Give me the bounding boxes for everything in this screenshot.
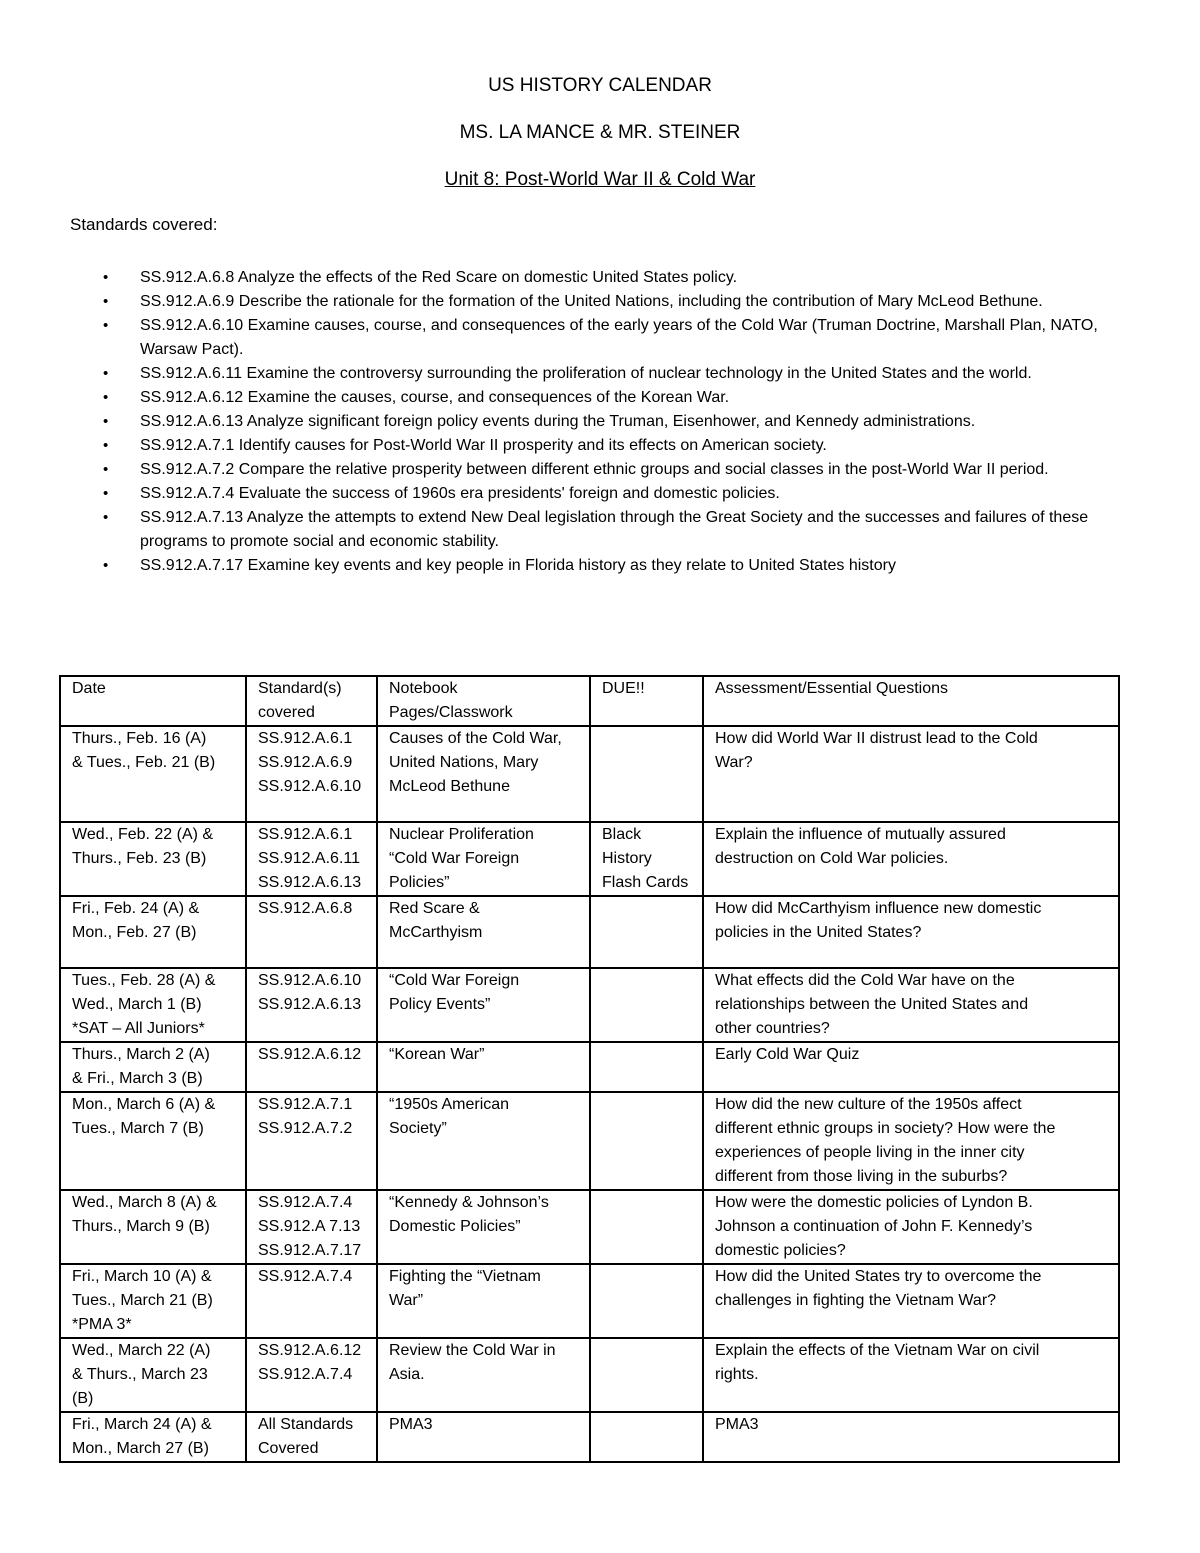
- table-row: [60, 822, 1119, 896]
- header-standards: Standard(s) covered: [246, 676, 377, 726]
- cell-classwork: Review the Cold War in Asia.: [377, 1338, 590, 1412]
- standard-item: [70, 266, 1130, 290]
- standard-item: [70, 458, 1130, 482]
- cell-due: [590, 1042, 703, 1092]
- header-date: Date: [60, 676, 246, 726]
- table-row: [60, 1338, 1119, 1412]
- table-row: [60, 1264, 1119, 1338]
- table-header-row: [60, 676, 1119, 726]
- cell-classwork: “Kennedy & Johnson’s Domestic Policies”: [377, 1190, 590, 1264]
- cell-question: What effects did the Cold War have on the relationships between the United States and other countries?: [703, 968, 1119, 1042]
- cell-date: Tues., Feb. 28 (A) & Wed., March 1 (B) *SAT – All Juniors*: [60, 968, 246, 1042]
- bullet-icon: •: [103, 365, 109, 382]
- cell-classwork: Red Scare & McCarthyism: [377, 896, 590, 968]
- cell-standards: SS.912.A.6.1 SS.912.A.6.9 SS.912.A.6.10: [246, 726, 377, 822]
- cell-due: [590, 1338, 703, 1412]
- cell-question: PMA3: [703, 1412, 1119, 1462]
- cell-question: How were the domestic policies of Lyndon B. Johnson a continuation of John F. Kennedy’s domestic policies?: [703, 1190, 1119, 1264]
- bullet-icon: •: [103, 509, 109, 526]
- cell-question: How did McCarthyism influence new domestic policies in the United States?: [703, 896, 1119, 968]
- cell-classwork: “Cold War Foreign Policy Events”: [377, 968, 590, 1042]
- cell-question: How did the new culture of the 1950s affect different ethnic groups in society? How were the experiences of people living in the inner city different from those living in the suburbs?: [703, 1092, 1119, 1190]
- cell-standards: SS.912.A.6.8: [246, 896, 377, 968]
- standard-item: [70, 314, 1130, 362]
- standard-text: SS.912.A.7.13 Analyze the attempts to extend New Deal legislation through the Great Society and the successes and failures of these programs to promote social and economic stability.: [140, 509, 1089, 550]
- standards-list: [70, 266, 1130, 578]
- cell-due: [590, 968, 703, 1042]
- cell-due: [590, 1412, 703, 1462]
- table-row: [60, 896, 1119, 968]
- standard-item: [70, 554, 1130, 578]
- bullet-icon: •: [103, 413, 109, 430]
- cell-date: Mon., March 6 (A) & Tues., March 7 (B): [60, 1092, 246, 1190]
- standard-text: SS.912.A.6.13 Analyze significant foreign policy events during the Truman, Eisenhower, and Kennedy administrations.: [140, 413, 976, 430]
- cell-question: Explain the influence of mutually assured destruction on Cold War policies.: [703, 822, 1119, 896]
- table-row: [60, 968, 1119, 1042]
- cell-question: Early Cold War Quiz: [703, 1042, 1119, 1092]
- unit-title: Unit 8: Post-World War II & Cold War: [444, 169, 756, 190]
- cell-question: How did World War II distrust lead to the Cold War?: [703, 726, 1119, 822]
- cell-classwork: “1950s American Society”: [377, 1092, 590, 1190]
- table-row: [60, 1412, 1119, 1462]
- cell-standards: SS.912.A.7.4: [246, 1264, 377, 1338]
- bullet-icon: •: [103, 293, 109, 310]
- standard-text: SS.912.A.6.12 Examine the causes, course, and consequences of the Korean War.: [140, 389, 730, 406]
- table-row: [60, 1190, 1119, 1264]
- standard-item: [70, 506, 1130, 554]
- cell-question: Explain the effects of the Vietnam War on civil rights.: [703, 1338, 1119, 1412]
- table-row: [60, 1042, 1119, 1092]
- cell-classwork: Causes of the Cold War, United Nations, Mary McLeod Bethune: [377, 726, 590, 822]
- standard-text: SS.912.A.6.8 Analyze the effects of the Red Scare on domestic United States policy.: [140, 269, 738, 286]
- cell-standards: SS.912.A.6.12: [246, 1042, 377, 1092]
- cell-due: [590, 726, 703, 822]
- cell-date: Thurs., March 2 (A) & Fri., March 3 (B): [60, 1042, 246, 1092]
- standard-item: [70, 410, 1130, 434]
- calendar-table: [59, 675, 1120, 1463]
- cell-standards: All Standards Covered: [246, 1412, 377, 1462]
- cell-due: [590, 1092, 703, 1190]
- standard-item: [70, 482, 1130, 506]
- standard-item: [70, 362, 1130, 386]
- bullet-icon: •: [103, 437, 109, 454]
- header-due: DUE!!: [590, 676, 703, 726]
- standard-text: SS.912.A.6.9 Describe the rationale for the formation of the United Nations, including the contribution of Mary McLeod Bethune.: [140, 293, 1043, 310]
- teachers-line: MS. LA MANCE & MR. STEINER: [459, 122, 741, 143]
- cell-classwork: Fighting the “Vietnam War”: [377, 1264, 590, 1338]
- bullet-icon: •: [103, 269, 109, 286]
- standard-item: [70, 290, 1130, 314]
- cell-classwork: Nuclear Proliferation “Cold War Foreign Policies”: [377, 822, 590, 896]
- standard-text: SS.912.A.6.11 Examine the controversy surrounding the proliferation of nuclear technology in the United States and the world.: [140, 365, 1032, 382]
- cell-question: How did the United States try to overcome the challenges in fighting the Vietnam War?: [703, 1264, 1119, 1338]
- standard-text: SS.912.A.7.4 Evaluate the success of 1960s era presidents' foreign and domestic policies.: [140, 485, 780, 502]
- cell-date: Wed., March 8 (A) & Thurs., March 9 (B): [60, 1190, 246, 1264]
- cell-standards: SS.912.A.6.1 SS.912.A.6.11 SS.912.A.6.13: [246, 822, 377, 896]
- bullet-icon: •: [103, 461, 109, 478]
- cell-due: [590, 896, 703, 968]
- cell-standards: SS.912.A.7.1 SS.912.A.7.2: [246, 1092, 377, 1190]
- document-title: US HISTORY CALENDAR: [488, 75, 712, 96]
- standard-text: SS.912.A.6.10 Examine causes, course, and consequences of the early years of the Cold War (Truman Doctrine, Marshall Plan, NATO, Warsaw Pact).: [140, 317, 1098, 358]
- bullet-icon: •: [103, 317, 109, 334]
- table-row: [60, 726, 1119, 822]
- standard-text: SS.912.A.7.2 Compare the relative prosperity between different ethnic groups and social classes in the post-World War II period.: [140, 461, 1049, 478]
- bullet-icon: •: [103, 485, 109, 502]
- bullet-icon: •: [103, 389, 109, 406]
- cell-standards: SS.912.A.6.10 SS.912.A.6.13: [246, 968, 377, 1042]
- cell-date: Wed., March 22 (A) & Thurs., March 23 (B): [60, 1338, 246, 1412]
- cell-classwork: “Korean War”: [377, 1042, 590, 1092]
- table-row: [60, 1092, 1119, 1190]
- calendar-body: [60, 726, 1119, 1462]
- header-classwork: Notebook Pages/Classwork: [377, 676, 590, 726]
- cell-date: Wed., Feb. 22 (A) & Thurs., Feb. 23 (B): [60, 822, 246, 896]
- header-question: Assessment/Essential Questions: [703, 676, 1119, 726]
- cell-classwork: PMA3: [377, 1412, 590, 1462]
- standard-text: SS.912.A.7.17 Examine key events and key people in Florida history as they relate to United States history: [140, 557, 896, 574]
- cell-standards: SS.912.A.7.4 SS.912.A 7.13 SS.912.A.7.17: [246, 1190, 377, 1264]
- cell-due: Black History Flash Cards: [590, 822, 703, 896]
- bullet-icon: •: [103, 557, 109, 574]
- cell-date: Thurs., Feb. 16 (A) & Tues., Feb. 21 (B): [60, 726, 246, 822]
- cell-date: Fri., March 10 (A) & Tues., March 21 (B) *PMA 3*: [60, 1264, 246, 1338]
- standard-item: [70, 386, 1130, 410]
- standard-item: [70, 434, 1130, 458]
- cell-due: [590, 1190, 703, 1264]
- cell-standards: SS.912.A.6.12 SS.912.A.7.4: [246, 1338, 377, 1412]
- cell-date: Fri., Feb. 24 (A) & Mon., Feb. 27 (B): [60, 896, 246, 968]
- standard-text: SS.912.A.7.1 Identify causes for Post-World War II prosperity and its effects on American society.: [140, 437, 827, 454]
- cell-date: Fri., March 24 (A) & Mon., March 27 (B): [60, 1412, 246, 1462]
- standards-label: Standards covered:: [70, 215, 218, 234]
- cell-due: [590, 1264, 703, 1338]
